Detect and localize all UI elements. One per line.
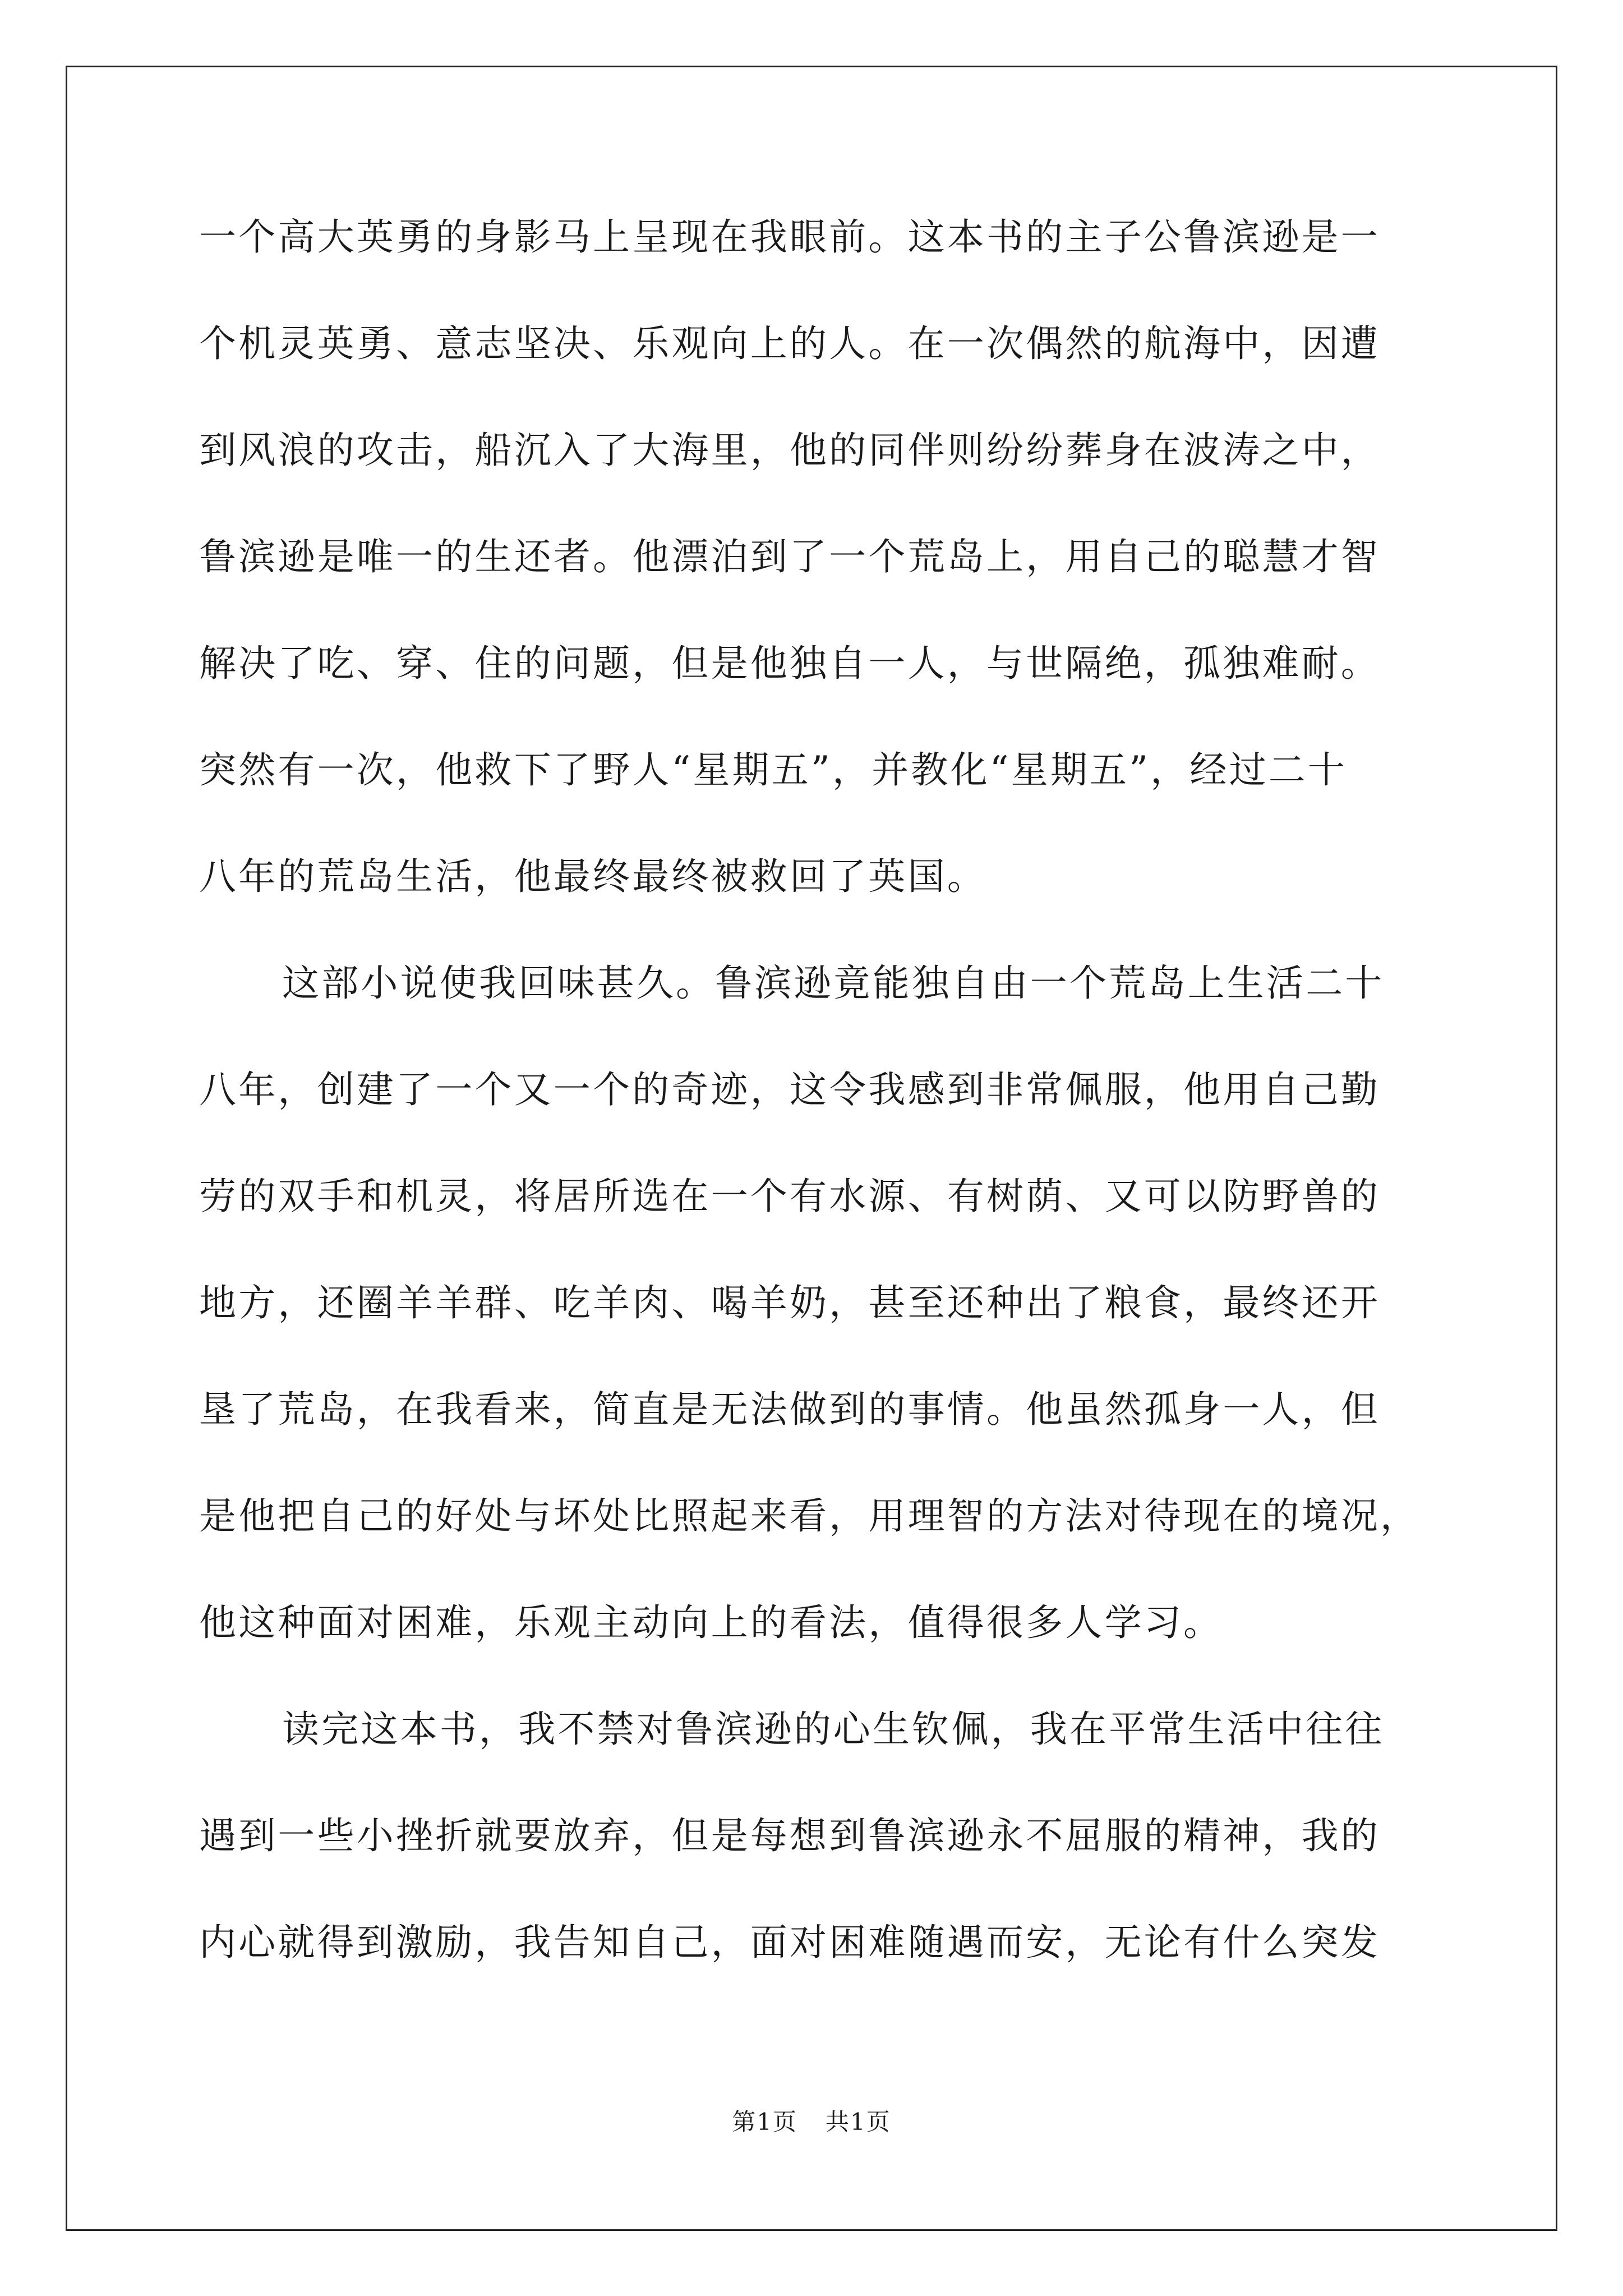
paragraph-start-line: 这部小说使我回味甚久。鲁滨逊竟能独自由一个荒岛上生活二十 — [282, 961, 1385, 1005]
text-line: 到风浪的攻击，船沉入了大海里，他的同伴则纷纷葬身在波涛之中， — [199, 429, 1380, 472]
page-total: 共1页 — [826, 2108, 891, 2136]
text-line: 个机灵英勇、意志坚决、乐观向上的人。在一次偶然的航海中，因遭 — [199, 322, 1380, 365]
text-line: 他这种面对困难，乐观主动向上的看法，值得很多人学习。 — [199, 1601, 1223, 1644]
text-line: 鲁滨逊是唯一的生还者。他漂泊到了一个荒岛上，用自己的聪慧才智 — [199, 535, 1380, 578]
text-line: 内心就得到激励，我告知自己，面对困难随遇而安，无论有什么突发 — [199, 1921, 1380, 1964]
paragraph-start-line: 读完这本书，我不禁对鲁滨逊的心生钦佩，我在平常生活中往往 — [282, 1708, 1385, 1751]
text-line: 是他把自己的好处与坏处比照起来看，用理智的方法对待现在的境况， — [199, 1494, 1420, 1538]
text-line: 一个高大英勇的身影马上呈现在我眼前。这本书的主子公鲁滨逊是一 — [199, 215, 1380, 259]
text-line: 劳的双手和机灵，将居所选在一个有水源、有树荫、又可以防野兽的 — [199, 1175, 1380, 1218]
text-line: 遇到一些小挫折就要放弃，但是每想到鲁滨逊永不屈服的精神，我的 — [199, 1814, 1380, 1857]
page-number: 第1页 — [732, 2108, 797, 2136]
text-line: 解决了吃、穿、住的问题，但是他独自一人，与世隔绝，孤独难耐。 — [199, 642, 1380, 685]
text-line: 突然有一次，他救下了野人“星期五”，并教化“星期五”，经过二十 — [199, 748, 1348, 792]
text-line: 八年，创建了一个又一个的奇迹，这令我感到非常佩服，他用自己勤 — [199, 1068, 1380, 1111]
text-line: 八年的荒岛生活，他最终最终被救回了英国。 — [199, 855, 986, 898]
page-footer — [0, 2108, 1623, 2136]
text-line: 地方，还圈羊羊群、吃羊肉、喝羊奶，甚至还种出了粮食，最终还开 — [199, 1281, 1380, 1324]
document-body — [199, 215, 1433, 2027]
text-line: 垦了荒岛，在我看来，简直是无法做到的事情。他虽然孤身一人，但 — [199, 1388, 1380, 1431]
